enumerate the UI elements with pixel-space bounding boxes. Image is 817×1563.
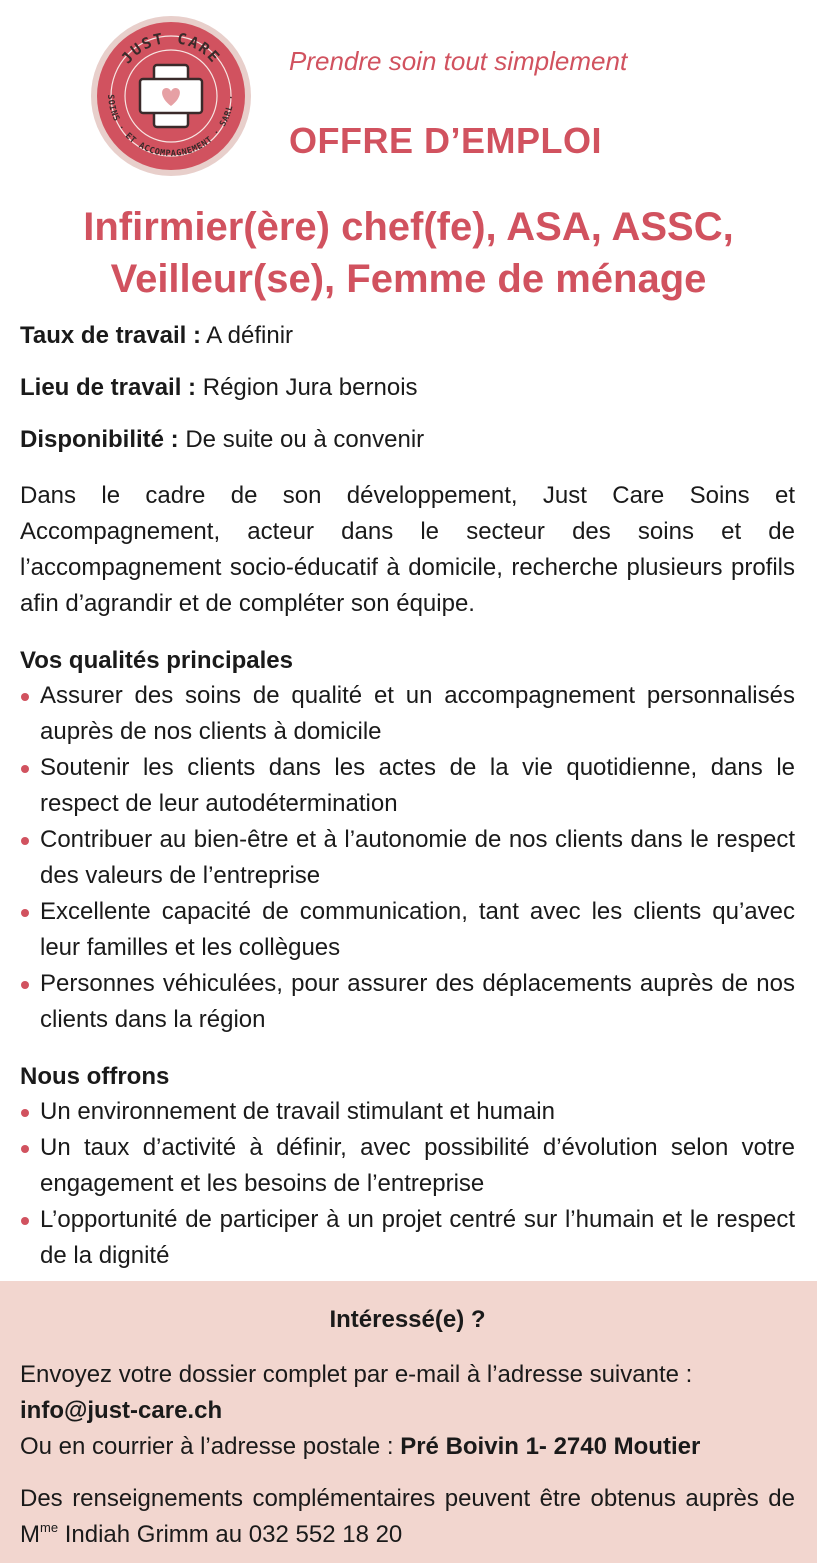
postal-address: Pré Boivin 1- 2740 Moutier (400, 1433, 701, 1460)
email-link[interactable]: info@just-care.ch (20, 1397, 223, 1424)
offre-heading: OFFRE D’EMPLOI (289, 120, 602, 161)
contact-content (20, 1281, 795, 1553)
svg-text:SOINS · ET ACCOMPAGNEMENT · SA: SOINS · ET ACCOMPAGNEMENT · SARL · (104, 94, 238, 160)
list-item: L’opportunité de participer à un projet centré sur l’humain et le respect de la dignité (20, 1202, 795, 1274)
list-item: Un environnement de travail stimulant et humain (20, 1094, 795, 1130)
renseignements-paragraph (20, 1481, 795, 1553)
job-title (20, 201, 797, 305)
lieu-label: Lieu de travail : (20, 374, 197, 401)
list-item: Soutenir les clients dans les actes de la vie quotidienne, dans le respect de leur autodétermination (20, 750, 795, 822)
dispo-value: De suite ou à convenir (178, 426, 425, 453)
list-item: Un taux d’activité à définir, avec possibilité d’évolution selon votre engagement et les besoins de l’entreprise (20, 1130, 795, 1202)
email-intro: Envoyez votre dossier complet par e-mail à l’adresse suivante : (20, 1361, 693, 1388)
postal-line (20, 1429, 795, 1465)
qualites-list (20, 678, 795, 1038)
just-care-logo (90, 15, 252, 177)
contact-person-phone: Indiah Grimm au 032 552 18 20 (58, 1521, 403, 1548)
taux-value: A définir (200, 322, 294, 349)
main-content (20, 318, 795, 1274)
lieu-row (20, 370, 795, 406)
list-item: Personnes véhiculées, pour assurer des déplacements auprès de nos clients dans la région (20, 966, 795, 1038)
qualites-title: Vos qualités principales (20, 647, 293, 674)
dispo-row (20, 422, 795, 458)
title-abbreviation: me (40, 1520, 59, 1535)
taux-row (20, 318, 795, 354)
list-item: Assurer des soins de qualité et un accompagnement personnalisés auprès de nos clients à domicile (20, 678, 795, 750)
header (0, 0, 817, 195)
taux-label: Taux de travail : (20, 322, 201, 349)
svg-text:JUST CARE: JUST CARE (117, 29, 225, 68)
job-title-line: Infirmier(ère) chef(fe), ASA, ASSC, (83, 205, 734, 249)
list-item: Contribuer au bien-être et à l’autonomie de nos clients dans le respect des valeurs de l’entreprise (20, 822, 795, 894)
contact-title: Intéressé(e) ? (329, 1306, 486, 1333)
tagline: Prendre soin tout simplement (289, 46, 628, 76)
offrons-title: Nous offrons (20, 1063, 170, 1090)
lieu-value: Région Jura bernois (196, 374, 418, 401)
dispo-label: Disponibilité : (20, 426, 179, 453)
intro-paragraph: Dans le cadre de son développement, Just Care Soins et Accompagnement, acteur dans le secteur des soins et de l’accompagnement socio-éducatif à domicile, recherche plusieurs profils afin d’agrandir et de compléter son équipe. (20, 482, 795, 617)
job-title-line: Veilleur(se), Femme de ménage (110, 257, 707, 301)
postal-intro: Ou en courrier à l’adresse postale : (20, 1433, 401, 1460)
renseignements-text: Des renseignements complémentaires peuvent être obtenus auprès de M (20, 1485, 795, 1548)
list-item: Excellente capacité de communication, tant avec les clients qu’avec leur familles et les collègues (20, 894, 795, 966)
contact-box (0, 1281, 817, 1563)
offrons-list (20, 1094, 795, 1274)
